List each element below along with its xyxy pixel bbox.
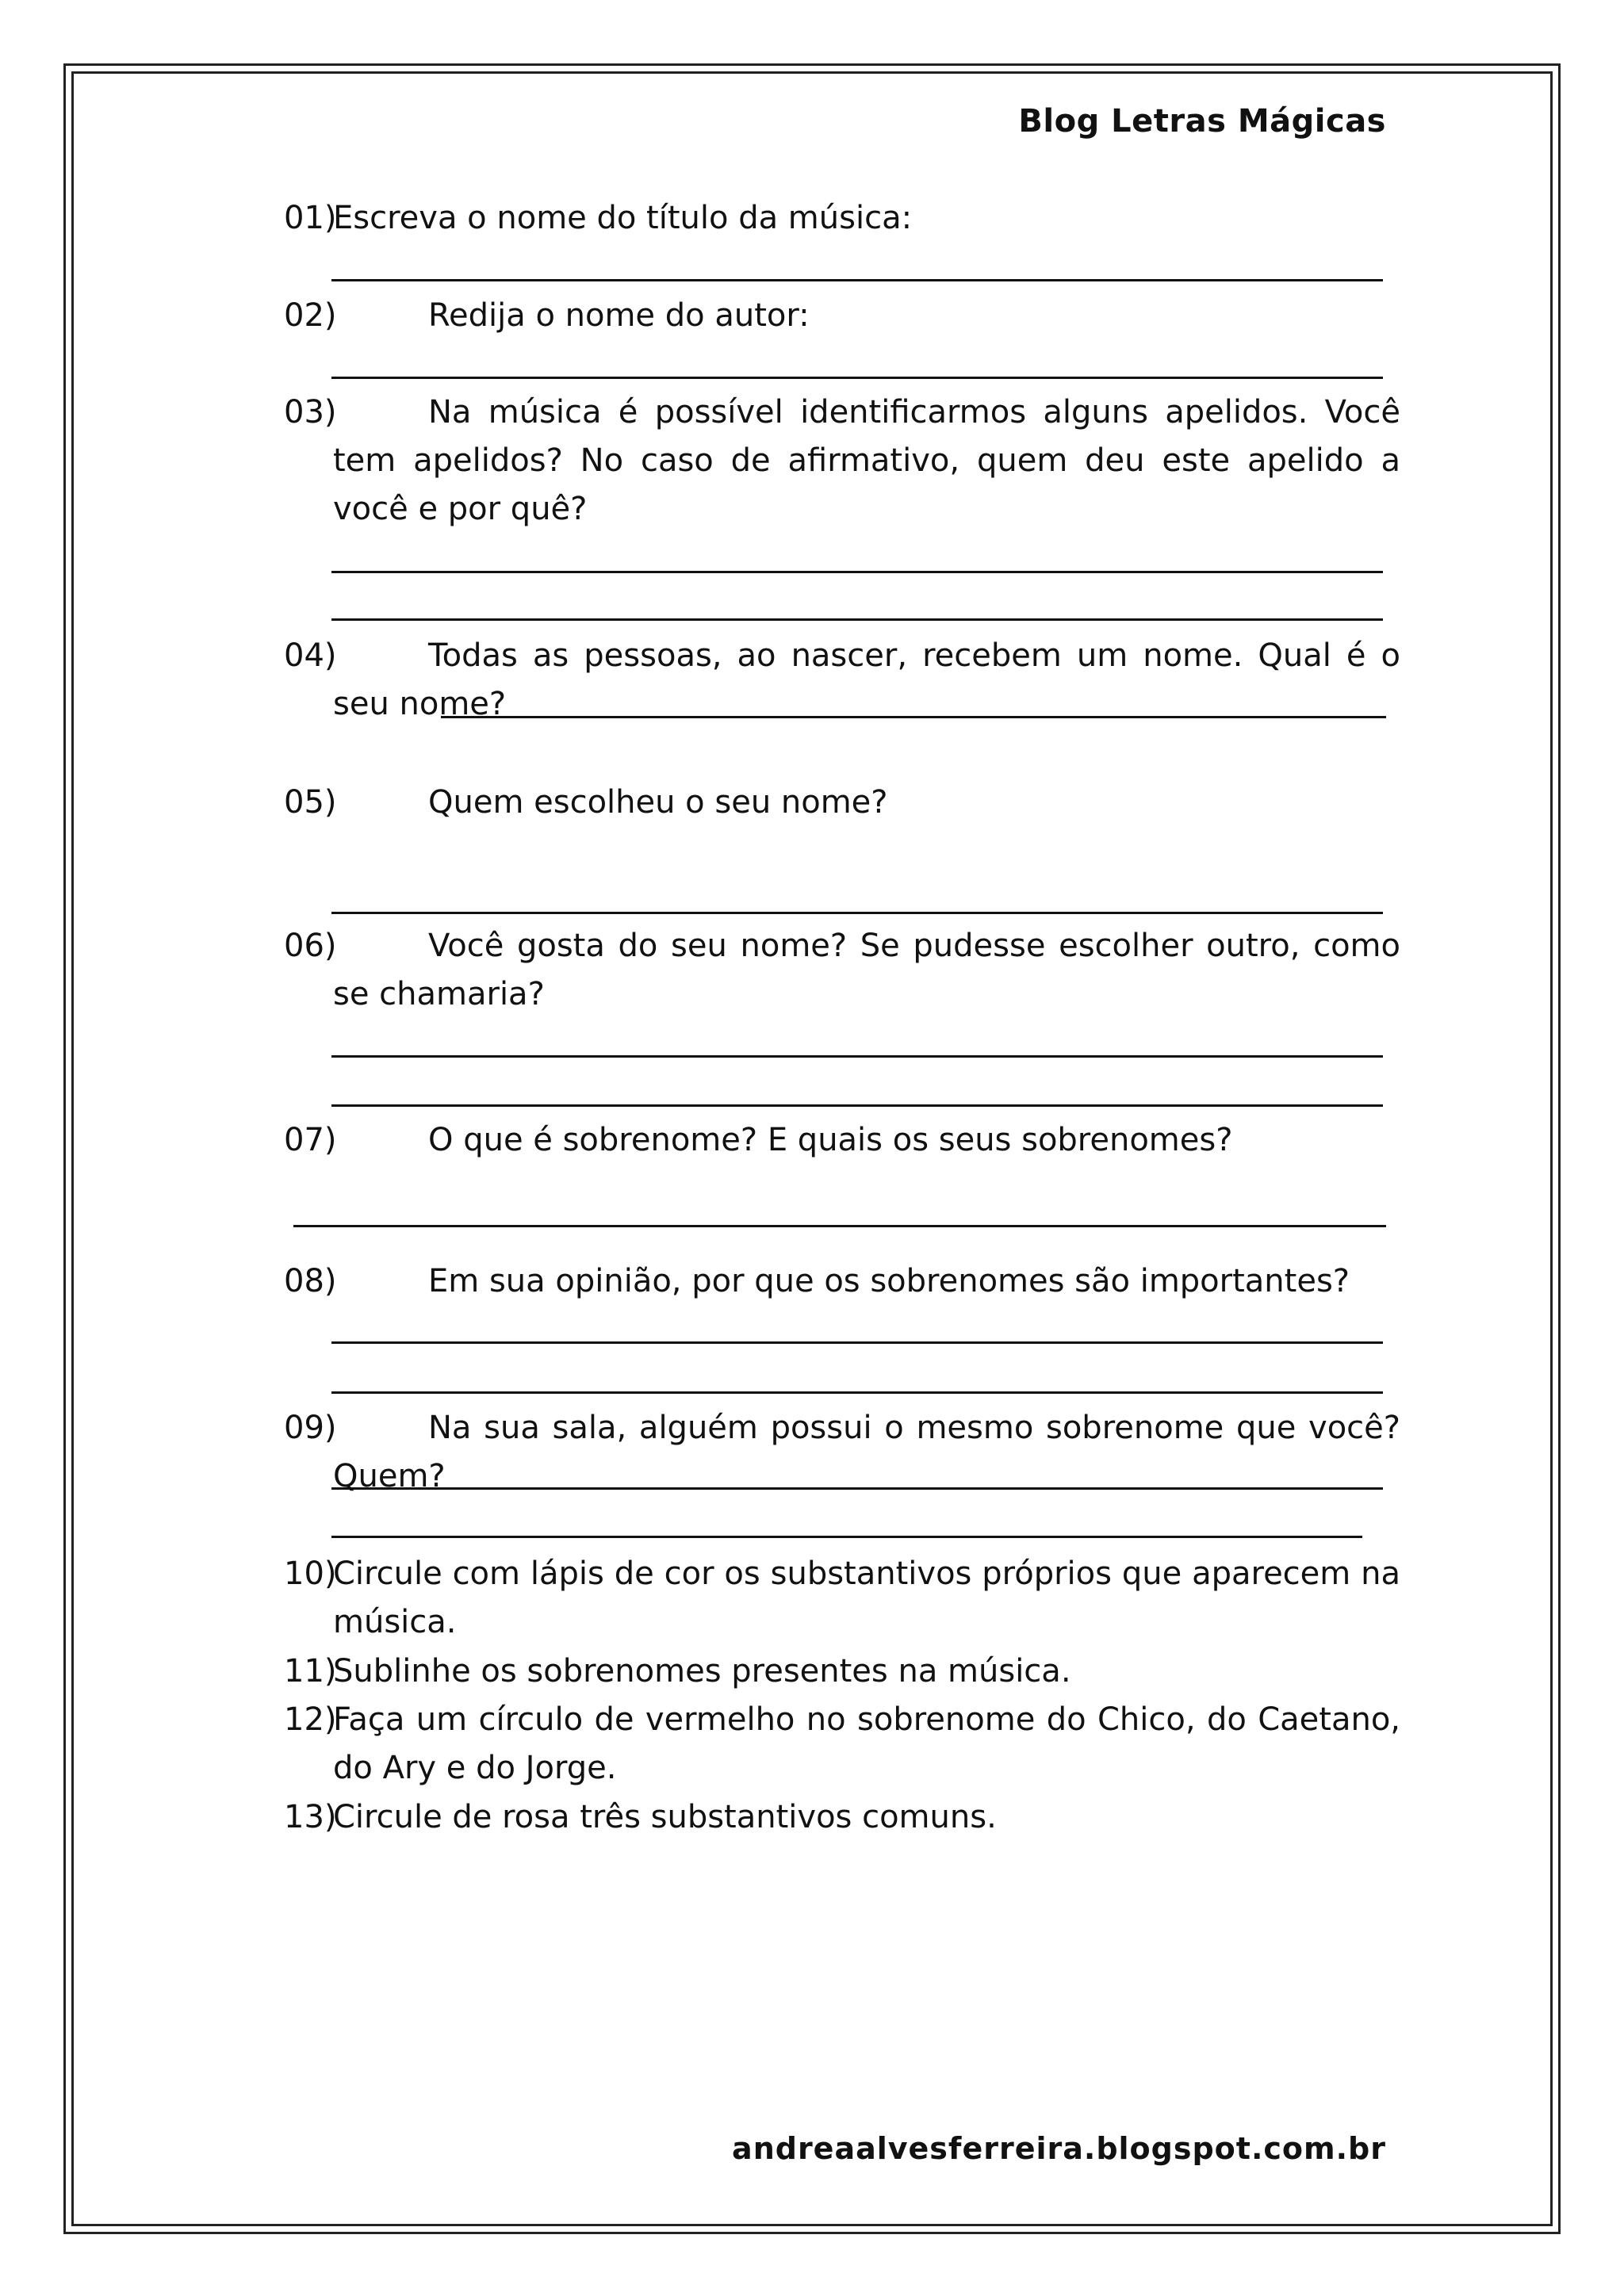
answer-line[interactable] [331, 1104, 1383, 1107]
question-text: Você gosta do seu nome? Se pudesse escolher outro, como se chamaria? [333, 928, 1400, 1012]
question-13 [284, 1793, 1400, 1842]
question-text: Circule com lápis de cor os substantivos próprios que aparecem na música. [333, 1556, 1400, 1640]
answer-line[interactable] [331, 571, 1383, 573]
question-07 [284, 1116, 1400, 1165]
question-06 [284, 922, 1400, 1019]
question-number: 04) [284, 637, 337, 674]
question-text: Na música é possível identificarmos alguns apelidos. Você tem apelidos? No caso de afirmativo, quem deu este apelido a você e por quê? [333, 394, 1400, 527]
question-text: Circule de rosa três substantivos comuns. [333, 1799, 997, 1835]
question-number: 07) [284, 1122, 337, 1158]
question-text: O que é sobrenome? E quais os seus sobrenomes? [428, 1122, 1233, 1158]
answer-line[interactable] [331, 1391, 1383, 1394]
question-number: 01) [284, 200, 337, 236]
question-10 [284, 1550, 1400, 1647]
question-03 [284, 388, 1400, 534]
question-number: 02) [284, 297, 337, 334]
question-text: Sublinhe os sobrenomes presentes na música. [333, 1653, 1071, 1689]
question-number: 06) [284, 928, 337, 964]
question-12 [284, 1696, 1400, 1793]
blog-title: Blog Letras Mágicas [1018, 103, 1386, 140]
answer-line[interactable] [331, 279, 1383, 281]
answer-line[interactable] [331, 1487, 1383, 1490]
question-text: Todas as pessoas, ao nascer, recebem um nome. Qual é o seu nome? [333, 637, 1400, 722]
question-text: Em sua opinião, por que os sobrenomes são importantes? [428, 1263, 1350, 1299]
question-09 [284, 1404, 1400, 1501]
question-number: 12) [284, 1701, 337, 1738]
question-text: Na sua sala, alguém possui o mesmo sobrenome que você? Quem? [333, 1410, 1400, 1494]
question-text: Faça um círculo de vermelho no sobrenome do Chico, do Caetano, do Ary e do Jorge. [333, 1701, 1400, 1786]
question-text: Escreva o nome do título da música: [333, 200, 913, 236]
answer-line[interactable] [293, 1225, 1386, 1227]
question-text: Quem escolheu o seu nome? [428, 784, 888, 821]
question-number: 10) [284, 1556, 337, 1592]
question-number: 08) [284, 1263, 337, 1299]
question-08 [284, 1257, 1400, 1306]
question-number: 05) [284, 784, 337, 821]
answer-line[interactable] [331, 912, 1383, 914]
question-01 [284, 194, 1400, 243]
question-number: 09) [284, 1410, 337, 1446]
question-04 [284, 632, 1400, 729]
answer-line[interactable] [331, 618, 1383, 621]
question-number: 13) [284, 1799, 337, 1835]
answer-line[interactable] [331, 377, 1383, 379]
question-number: 11) [284, 1653, 337, 1689]
answer-line[interactable] [441, 716, 1386, 718]
answer-line[interactable] [331, 1536, 1362, 1538]
question-text: Redija o nome do autor: [428, 297, 810, 334]
blog-url: andreaalvesferreira.blogspot.com.br [732, 2131, 1386, 2166]
question-number: 03) [284, 394, 337, 430]
answer-line[interactable] [331, 1341, 1383, 1344]
question-05 [284, 779, 1400, 827]
question-02 [284, 292, 1400, 340]
answer-line[interactable] [331, 1055, 1383, 1058]
question-11 [284, 1647, 1400, 1696]
